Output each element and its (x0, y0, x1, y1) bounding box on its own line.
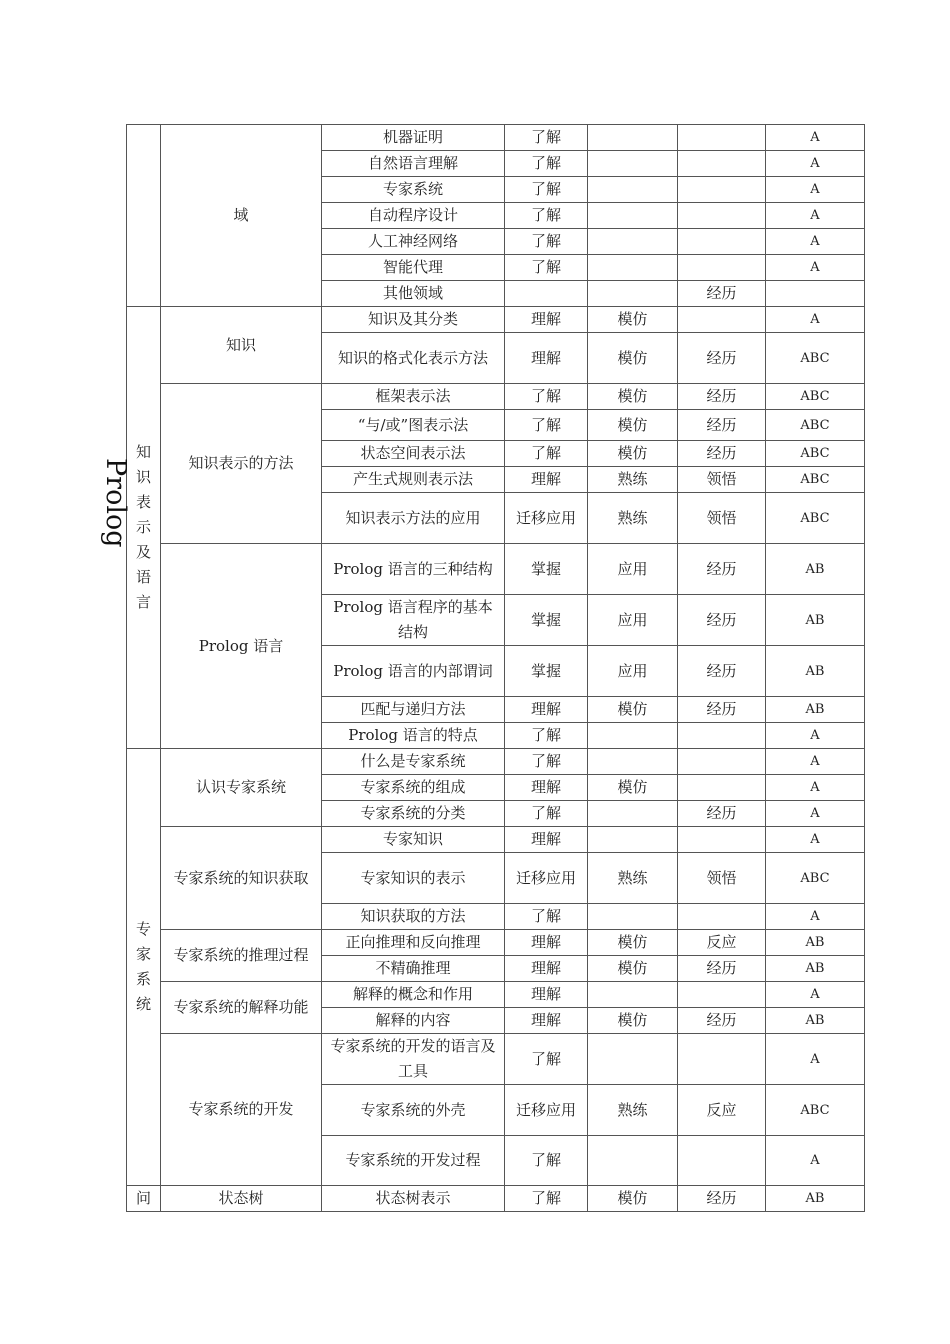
table-row (127, 827, 865, 853)
skill-level-cell: 应用 (588, 544, 678, 595)
topic-cell: 其他领域 (322, 281, 505, 307)
subsection-cell: 专家系统的解释功能 (161, 982, 322, 1034)
topic-cell: Prolog 语言的特点 (322, 723, 505, 749)
experience-level-cell (678, 1136, 766, 1186)
grade-cell: AB (766, 595, 865, 646)
skill-level-cell: 模仿 (588, 956, 678, 982)
grade-cell: ABC (766, 853, 865, 904)
grade-cell: AB (766, 1186, 865, 1212)
knowledge-level-cell: 理解 (505, 697, 588, 723)
skill-level-cell: 模仿 (588, 1008, 678, 1034)
topic-cell: 知识的格式化表示方法 (322, 333, 505, 384)
experience-level-cell: 经历 (678, 956, 766, 982)
grade-cell: A (766, 723, 865, 749)
table-row (127, 982, 865, 1008)
knowledge-level-cell: 了解 (505, 410, 588, 441)
section-label: 问 (136, 1189, 152, 1207)
skill-level-cell: 应用 (588, 595, 678, 646)
grade-cell: A (766, 307, 865, 333)
topic-cell: 解释的概念和作用 (322, 982, 505, 1008)
knowledge-level-cell: 理解 (505, 956, 588, 982)
topic-cell: 专家系统的外壳 (322, 1085, 505, 1136)
grade-cell: AB (766, 697, 865, 723)
experience-level-cell (678, 749, 766, 775)
experience-level-cell: 经历 (678, 410, 766, 441)
skill-level-cell (588, 151, 678, 177)
skill-level-cell (588, 749, 678, 775)
skill-level-cell: 模仿 (588, 384, 678, 410)
topic-cell: 知识及其分类 (322, 307, 505, 333)
skill-level-cell: 模仿 (588, 441, 678, 467)
section-cell (127, 1186, 161, 1212)
subsection-cell: 认识专家系统 (161, 749, 322, 827)
skill-level-cell (588, 229, 678, 255)
knowledge-level-cell: 了解 (505, 904, 588, 930)
table-row (127, 544, 865, 595)
experience-level-cell: 经历 (678, 1186, 766, 1212)
topic-cell: 人工神经网络 (322, 229, 505, 255)
experience-level-cell (678, 229, 766, 255)
experience-level-cell: 经历 (678, 544, 766, 595)
topic-cell: 自然语言理解 (322, 151, 505, 177)
table-row (127, 749, 865, 775)
knowledge-level-cell: 理解 (505, 307, 588, 333)
knowledge-level-cell: 理解 (505, 827, 588, 853)
knowledge-level-cell: 了解 (505, 441, 588, 467)
skill-level-cell: 模仿 (588, 697, 678, 723)
skill-level-cell (588, 723, 678, 749)
experience-level-cell (678, 255, 766, 281)
grade-cell: A (766, 904, 865, 930)
grade-cell: AB (766, 930, 865, 956)
knowledge-level-cell: 了解 (505, 1136, 588, 1186)
skill-level-cell: 模仿 (588, 930, 678, 956)
skill-level-cell (588, 1136, 678, 1186)
experience-level-cell: 经历 (678, 595, 766, 646)
grade-cell: ABC (766, 493, 865, 544)
knowledge-level-cell: 理解 (505, 982, 588, 1008)
skill-level-cell (588, 203, 678, 229)
experience-level-cell: 反应 (678, 1085, 766, 1136)
section-label: 知识表示及语言 (136, 443, 152, 611)
experience-level-cell: 经历 (678, 441, 766, 467)
grade-cell: AB (766, 544, 865, 595)
table-row (127, 930, 865, 956)
knowledge-level-cell: 掌握 (505, 646, 588, 697)
skill-level-cell: 模仿 (588, 775, 678, 801)
skill-level-cell (588, 904, 678, 930)
knowledge-level-cell: 了解 (505, 229, 588, 255)
knowledge-level-cell: 了解 (505, 177, 588, 203)
experience-level-cell: 经历 (678, 1008, 766, 1034)
grade-cell: A (766, 177, 865, 203)
skill-level-cell: 模仿 (588, 307, 678, 333)
knowledge-level-cell: 迁移应用 (505, 853, 588, 904)
topic-cell: 状态空间表示法 (322, 441, 505, 467)
table-row (127, 307, 865, 333)
skill-level-cell (588, 827, 678, 853)
experience-level-cell (678, 125, 766, 151)
subsection-cell: 专家系统的推理过程 (161, 930, 322, 982)
topic-cell: 什么是专家系统 (322, 749, 505, 775)
skill-level-cell: 熟练 (588, 467, 678, 493)
knowledge-level-cell: 了解 (505, 384, 588, 410)
grade-cell: A (766, 1136, 865, 1186)
knowledge-level-cell: 理解 (505, 775, 588, 801)
topic-cell: 专家系统的组成 (322, 775, 505, 801)
table-row (127, 1034, 865, 1085)
experience-level-cell: 反应 (678, 930, 766, 956)
grade-cell (766, 281, 865, 307)
topic-cell: 匹配与递归方法 (322, 697, 505, 723)
topic-cell: Prolog 语言的内部谓词 (322, 646, 505, 697)
skill-level-cell (588, 801, 678, 827)
topic-cell: 正向推理和反向推理 (322, 930, 505, 956)
subsection-cell: 状态树 (161, 1186, 322, 1212)
skill-level-cell: 模仿 (588, 410, 678, 441)
section-label: 专家系统 (136, 920, 152, 1013)
table-row (127, 125, 865, 151)
skill-level-cell: 熟练 (588, 1085, 678, 1136)
grade-cell: ABC (766, 1085, 865, 1136)
knowledge-level-cell: 理解 (505, 1008, 588, 1034)
grade-cell: A (766, 801, 865, 827)
grade-cell: A (766, 1034, 865, 1085)
section-cell (127, 307, 161, 749)
knowledge-level-cell: 了解 (505, 801, 588, 827)
knowledge-level-cell: 了解 (505, 125, 588, 151)
table-row (127, 1186, 865, 1212)
topic-cell: 框架表示法 (322, 384, 505, 410)
experience-level-cell (678, 203, 766, 229)
grade-cell: AB (766, 646, 865, 697)
topic-cell: 不精确推理 (322, 956, 505, 982)
grade-cell: AB (766, 956, 865, 982)
topic-cell: 专家系统的开发过程 (322, 1136, 505, 1186)
topic-cell: 专家知识 (322, 827, 505, 853)
grade-cell: ABC (766, 384, 865, 410)
grade-cell: A (766, 775, 865, 801)
subsection-cell: Prolog 语言 (161, 544, 322, 749)
experience-level-cell: 领悟 (678, 853, 766, 904)
grade-cell: ABC (766, 333, 865, 384)
skill-level-cell: 熟练 (588, 493, 678, 544)
grade-cell: A (766, 229, 865, 255)
topic-cell: 自动程序设计 (322, 203, 505, 229)
subsection-cell: 知识表示的方法 (161, 384, 322, 544)
experience-level-cell (678, 904, 766, 930)
subsection-cell: 域 (161, 125, 322, 307)
knowledge-level-cell: 了解 (505, 1186, 588, 1212)
experience-level-cell: 领悟 (678, 493, 766, 544)
topic-cell: 产生式规则表示法 (322, 467, 505, 493)
grade-cell: ABC (766, 410, 865, 441)
knowledge-level-cell (505, 281, 588, 307)
curriculum-table (126, 124, 865, 1212)
knowledge-level-cell: 理解 (505, 467, 588, 493)
experience-level-cell (678, 982, 766, 1008)
topic-cell: 机器证明 (322, 125, 505, 151)
knowledge-level-cell: 了解 (505, 151, 588, 177)
knowledge-level-cell: 了解 (505, 723, 588, 749)
experience-level-cell: 经历 (678, 384, 766, 410)
experience-level-cell: 经历 (678, 333, 766, 384)
topic-cell: 专家系统的开发的语言及工具 (322, 1034, 505, 1085)
skill-level-cell (588, 1034, 678, 1085)
subsection-cell: 知识 (161, 307, 322, 384)
section-cell (127, 749, 161, 1186)
knowledge-level-cell: 迁移应用 (505, 1085, 588, 1136)
experience-level-cell: 领悟 (678, 467, 766, 493)
topic-cell: 智能代理 (322, 255, 505, 281)
experience-level-cell: 经历 (678, 801, 766, 827)
experience-level-cell (678, 775, 766, 801)
topic-cell: 知识表示方法的应用 (322, 493, 505, 544)
grade-cell: ABC (766, 467, 865, 493)
skill-level-cell: 应用 (588, 646, 678, 697)
knowledge-level-cell: 掌握 (505, 595, 588, 646)
topic-cell: 专家系统 (322, 177, 505, 203)
knowledge-level-cell: 迁移应用 (505, 493, 588, 544)
skill-level-cell (588, 281, 678, 307)
knowledge-level-cell: 了解 (505, 203, 588, 229)
knowledge-level-cell: 了解 (505, 749, 588, 775)
experience-level-cell (678, 1034, 766, 1085)
grade-cell: ABC (766, 441, 865, 467)
experience-level-cell (678, 827, 766, 853)
knowledge-level-cell: 掌握 (505, 544, 588, 595)
grade-cell: A (766, 151, 865, 177)
grade-cell: A (766, 125, 865, 151)
subsection-cell: 专家系统的开发 (161, 1034, 322, 1186)
prolog-overlay-text: Prolog (100, 458, 131, 548)
knowledge-level-cell: 了解 (505, 255, 588, 281)
experience-level-cell: 经历 (678, 697, 766, 723)
experience-level-cell (678, 723, 766, 749)
skill-level-cell: 模仿 (588, 333, 678, 384)
skill-level-cell (588, 255, 678, 281)
experience-level-cell: 经历 (678, 281, 766, 307)
skill-level-cell (588, 125, 678, 151)
skill-level-cell: 熟练 (588, 853, 678, 904)
topic-cell: 知识获取的方法 (322, 904, 505, 930)
experience-level-cell (678, 151, 766, 177)
knowledge-level-cell: 了解 (505, 1034, 588, 1085)
knowledge-level-cell: 理解 (505, 333, 588, 384)
skill-level-cell: 模仿 (588, 1186, 678, 1212)
grade-cell: A (766, 203, 865, 229)
experience-level-cell (678, 177, 766, 203)
grade-cell: AB (766, 1008, 865, 1034)
topic-cell: “与/或”图表示法 (322, 410, 505, 441)
topic-cell: 专家知识的表示 (322, 853, 505, 904)
section-cell (127, 125, 161, 307)
skill-level-cell (588, 177, 678, 203)
experience-level-cell: 经历 (678, 646, 766, 697)
grade-cell: A (766, 255, 865, 281)
skill-level-cell (588, 982, 678, 1008)
topic-cell: Prolog 语言的三种结构 (322, 544, 505, 595)
topic-cell: Prolog 语言程序的基本结构 (322, 595, 505, 646)
topic-cell: 状态树表示 (322, 1186, 505, 1212)
experience-level-cell (678, 307, 766, 333)
grade-cell: A (766, 827, 865, 853)
knowledge-level-cell: 理解 (505, 930, 588, 956)
table-row (127, 384, 865, 410)
topic-cell: 解释的内容 (322, 1008, 505, 1034)
grade-cell: A (766, 982, 865, 1008)
grade-cell: A (766, 749, 865, 775)
topic-cell: 专家系统的分类 (322, 801, 505, 827)
subsection-cell: 专家系统的知识获取 (161, 827, 322, 930)
